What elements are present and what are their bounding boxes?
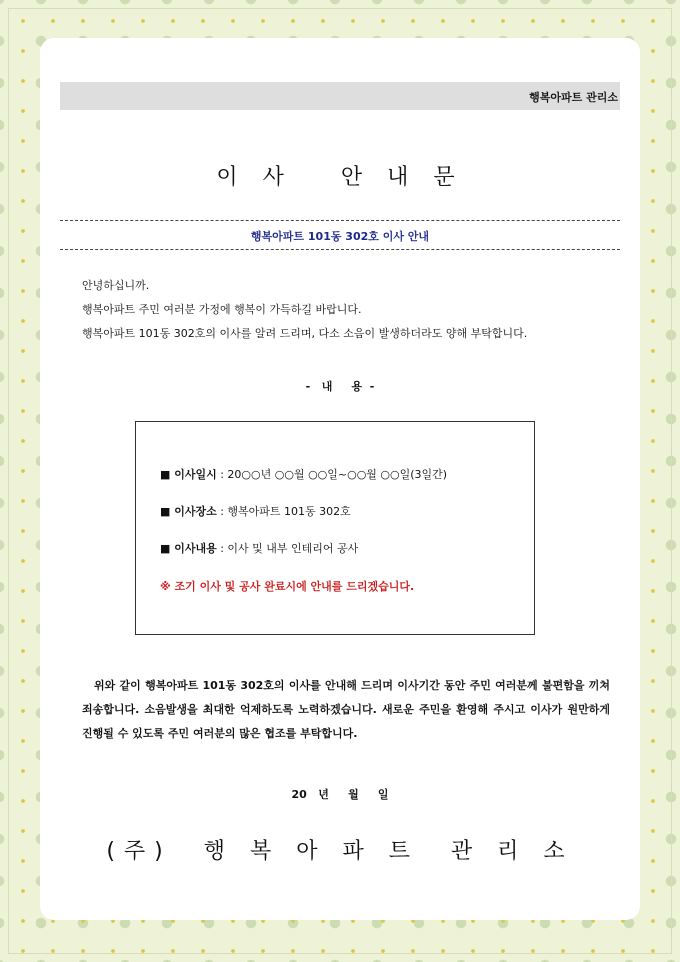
divider-top <box>60 220 620 221</box>
company-signature: (주) 행 복 아 파 트 관 리 소 <box>106 839 574 864</box>
notice-paper <box>40 38 640 920</box>
notice-subtitle: 행복아파트 101동 302호 이사 안내 <box>250 230 430 243</box>
details-box <box>135 421 535 635</box>
detail-value: : 20○○년 ○○월 ○○일~○○월 ○○일(3일간) <box>216 468 448 481</box>
notice-title: 이 사 안 내 문 <box>216 165 464 190</box>
detail-item-content <box>160 540 358 556</box>
header-org: 행복아파트 관리소 <box>529 91 618 104</box>
detail-value: : 이사 및 내부 인테리어 공사 <box>216 542 359 555</box>
date-line: 20 년 월 일 <box>291 788 389 801</box>
detail-item-date <box>160 466 447 482</box>
detail-value: : 행복아파트 101동 302호 <box>216 505 351 518</box>
content-label: - 내 용 - <box>305 380 375 393</box>
detail-label: ■ 이사장소 <box>160 505 217 518</box>
detail-item-place <box>160 503 351 519</box>
greeting-line: 행복아파트 101동 302호의 이사를 알려 드리며, 다소 소음이 발생하더라도 양해 부탁합니다. <box>82 327 528 340</box>
divider-bottom <box>60 249 620 250</box>
header-bar <box>60 82 620 110</box>
greeting-line: 행복아파트 주민 여러분 가정에 행복이 가득하길 바랍니다. <box>82 303 362 316</box>
body-paragraph: 위와 같이 행복아파트 101동 302호의 이사를 안내해 드리며 이사기간 동안 주민 여러분께 불편함을 끼쳐 죄송합니다. 소음발생을 최대한 억제하도록 노력하겠습니다. 새로운 주민을 환영해 주시고 이사가 원만하게 진행될 수 있도록 주민 여러분의 많은 협조를 부탁합니다. <box>82 679 610 740</box>
greeting-block <box>82 274 527 346</box>
detail-label: ■ 이사일시 <box>160 468 217 481</box>
detail-label: ■ 이사내용 <box>160 542 217 555</box>
greeting-line: 안녕하십니까. <box>82 279 150 292</box>
detail-note: ※ 조기 이사 및 공사 완료시에 안내를 드리겠습니다. <box>160 580 415 593</box>
